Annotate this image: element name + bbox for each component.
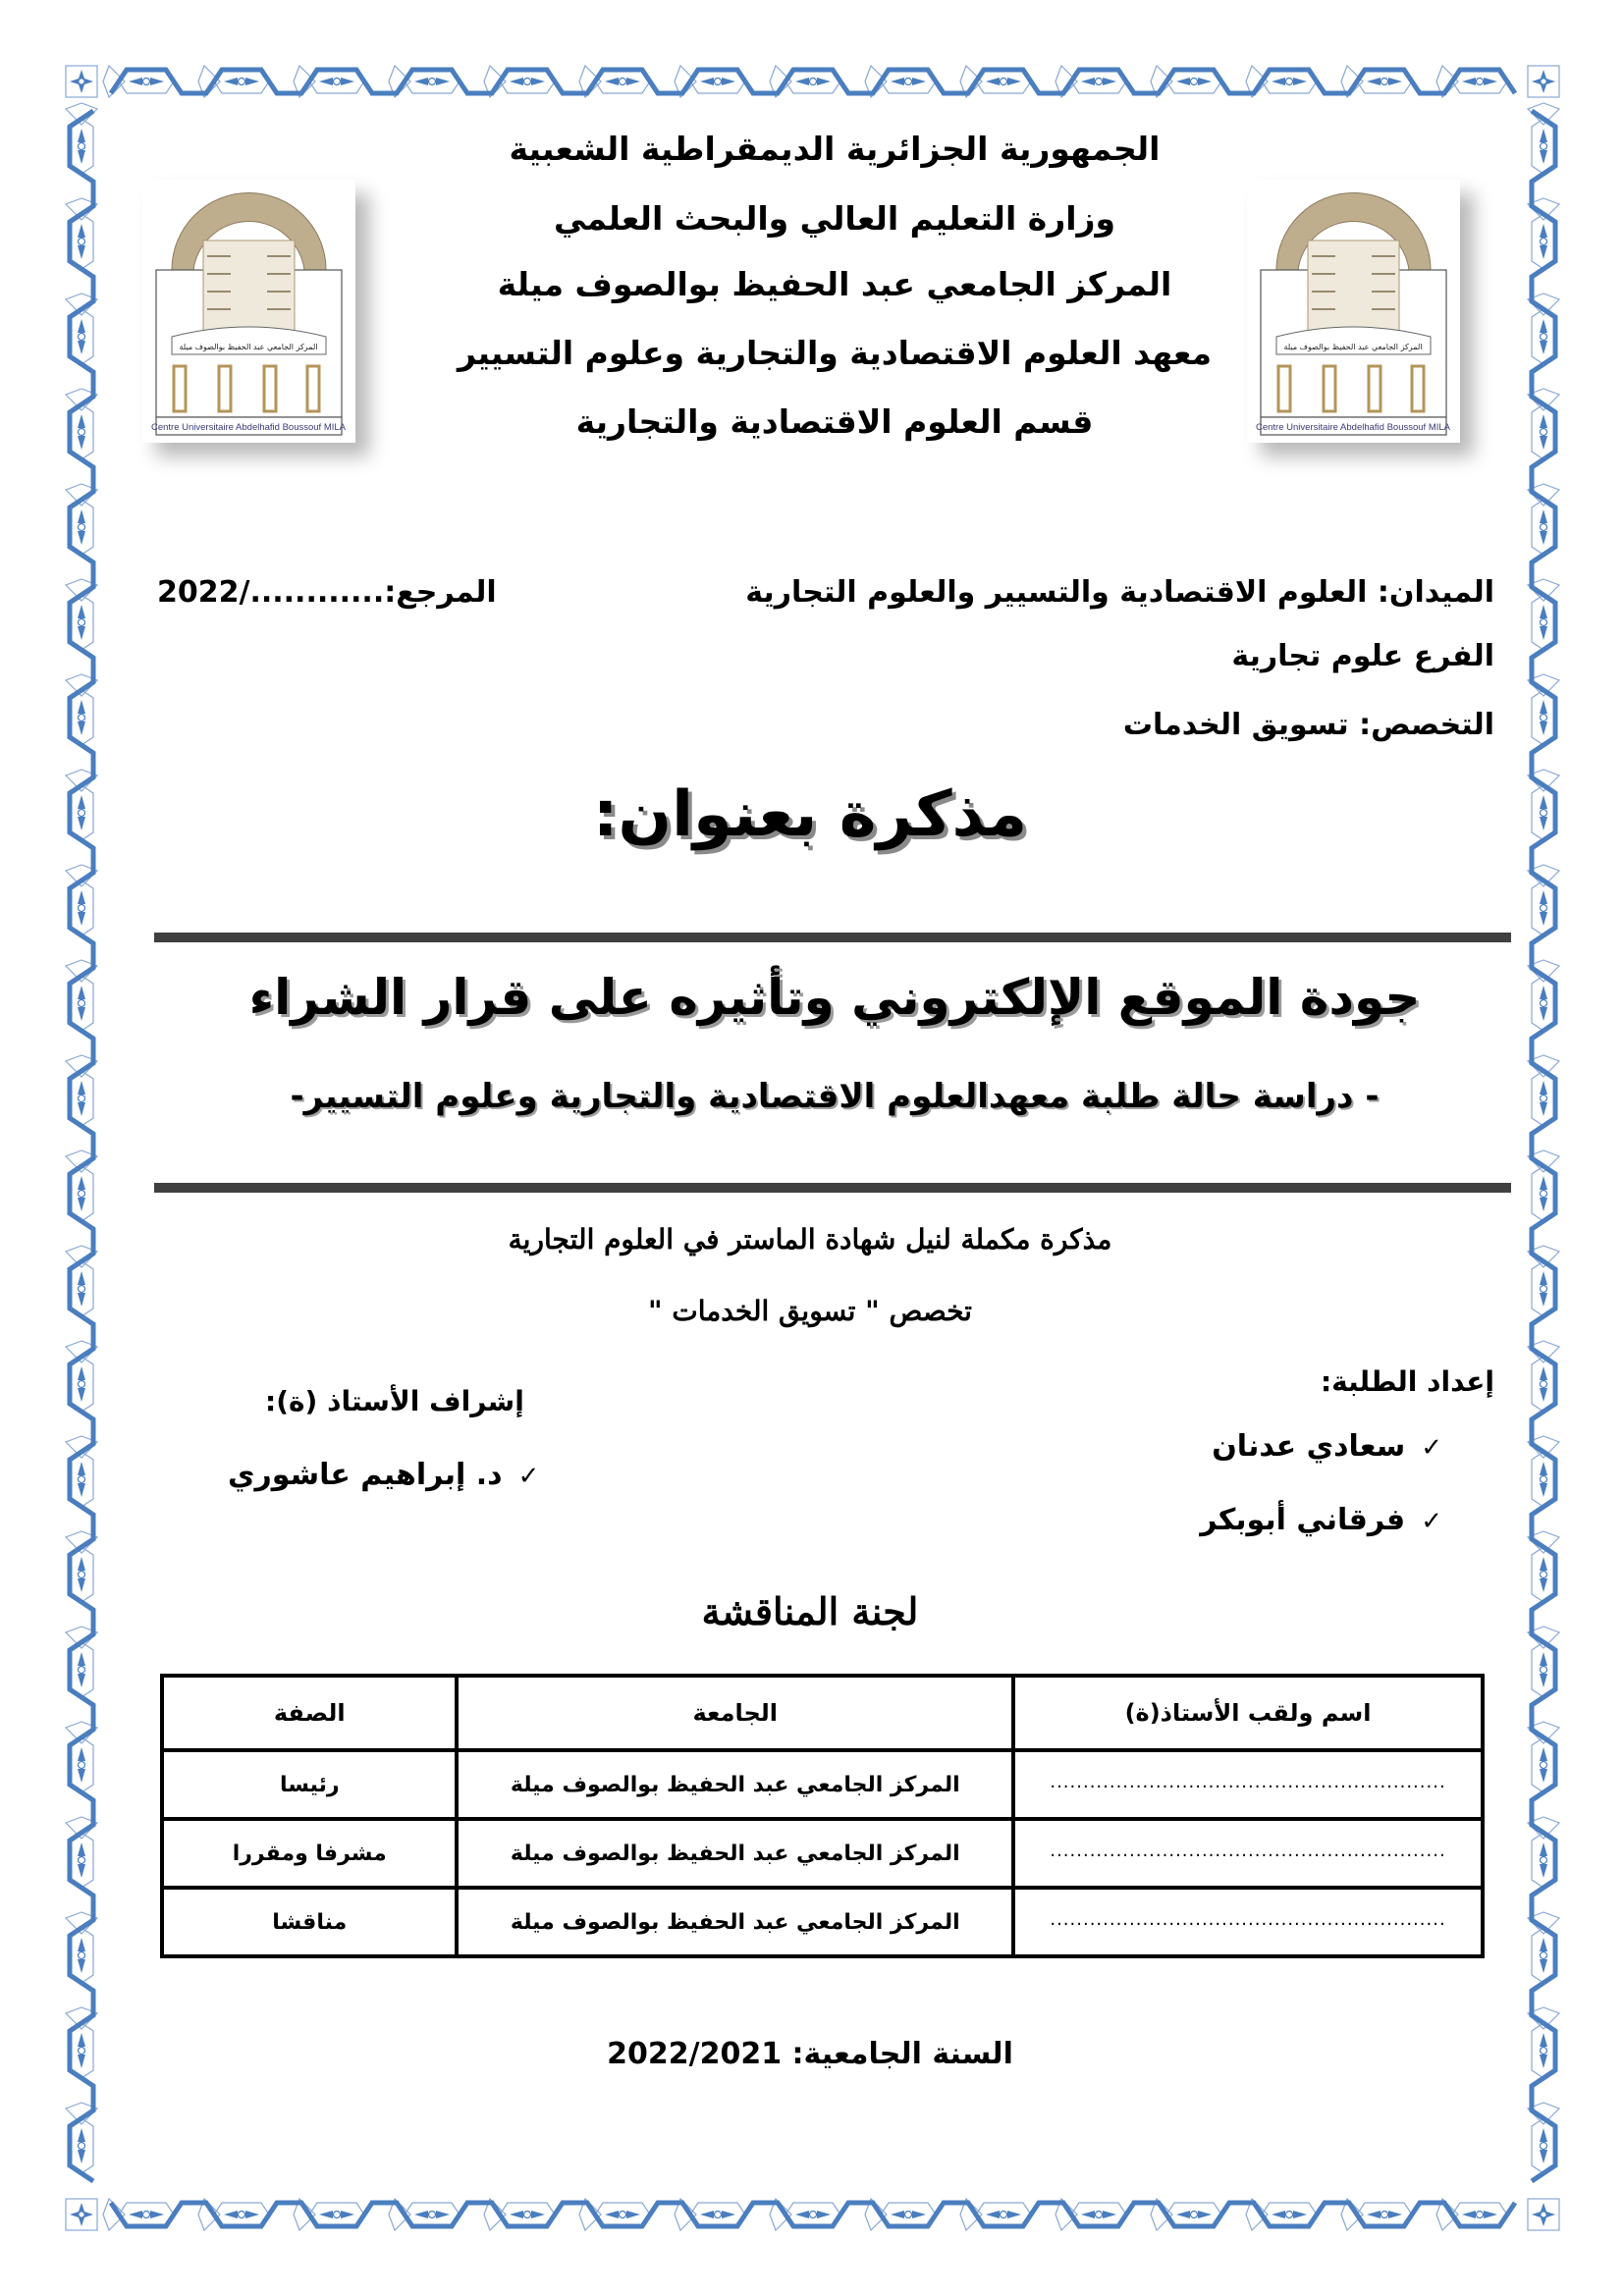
header-republic: الجمهورية الجزائرية الديمقراطية الشعبية (509, 130, 1161, 168)
jury-member-university: المركز الجامعي عبد الحفيظ بوالصوف ميلة (457, 1750, 1013, 1819)
logo-caption-text: Centre Universitaire Abdelhafid Boussouf MILA (1255, 422, 1451, 433)
student-name-text: سعادي عدنان (1212, 1429, 1406, 1464)
jury-member-name: ............................................................ (1013, 1750, 1483, 1819)
jury-row (162, 1750, 1483, 1819)
academic-year: السنة الجامعية: 2022/2021 (607, 2037, 1013, 2071)
degree-specialty-line: تخصص " تسويق الخدمات " (648, 1295, 972, 1327)
col-header-name: اسم ولقب الأستاذ(ة) (1013, 1676, 1483, 1750)
header-institute: معهد العلوم الاقتصادية والتجارية وعلوم التسيير (457, 334, 1213, 372)
student-name-1 (1212, 1428, 1442, 1467)
jury-member-role: رئيسا (162, 1750, 457, 1819)
university-logo-right (1247, 180, 1460, 443)
jury-member-role: مشرفا ومقررا (162, 1819, 457, 1888)
supervisor-label: إشراف الأستاذ (ة): (265, 1385, 524, 1417)
field-branch: الفرع علوم تجارية (1231, 639, 1494, 673)
field-specialty: التخصص: تسويق الخدمات (1122, 708, 1494, 742)
field-domain: الميدان: العلوم الاقتصادية والتسيير والعلوم التجارية (745, 575, 1494, 610)
col-header-university: الجامعة (457, 1676, 1013, 1750)
students-label: إعداد الطلبة: (1320, 1365, 1494, 1398)
thesis-subtitle: - دراسة حالة طلبة معهدالعلوم الاقتصادية والتجارية وعلوم التسيير- (290, 1077, 1380, 1116)
field-reference: المرجع:............/2022 (157, 575, 497, 610)
header-university: المركز الجامعي عبد الحفيظ بوالصوف ميلة (497, 265, 1172, 303)
jury-title: لجنة المناقشة (701, 1589, 919, 1633)
logo-caption-text: Centre Universitaire Abdelhafid Boussouf MILA (150, 422, 347, 433)
jury-member-university: المركز الجامعي عبد الحفيظ بوالصوف ميلة (457, 1888, 1013, 1956)
supervisor-name-text: د. إبراهيم عاشوري (228, 1458, 503, 1492)
jury-header-row (162, 1676, 1483, 1750)
check-icon: ✓ (1421, 1507, 1442, 1536)
jury-member-role: مناقشا (162, 1888, 457, 1956)
university-logo-left (142, 180, 355, 443)
jury-table (160, 1674, 1485, 1958)
check-icon: ✓ (517, 1462, 540, 1491)
student-name-2 (1200, 1502, 1442, 1540)
supervisor-name (228, 1457, 539, 1495)
jury-member-name: ............................................................ (1013, 1888, 1483, 1956)
col-header-role: الصفة (162, 1676, 457, 1750)
bottom-divider-rule (154, 1183, 1511, 1193)
jury-row (162, 1819, 1483, 1888)
jury-row (162, 1888, 1483, 1956)
header-ministry: وزارة التعليم العالي والبحث العلمي (553, 199, 1116, 238)
thesis-title: جودة الموقع الإلكتروني وتأثيره على قرار الشراء (248, 969, 1421, 1026)
logo-arabic-text: المركز الجامعي عبد الحفيظ بوالصوف ميلة (1283, 343, 1423, 351)
jury-member-university: المركز الجامعي عبد الحفيظ بوالصوف ميلة (457, 1819, 1013, 1888)
student-name-text: فرقاني أبوبكر (1200, 1503, 1406, 1537)
top-divider-rule (154, 933, 1511, 942)
header-department: قسم العلوم الاقتصادية والتجارية (575, 402, 1094, 441)
jury-member-name: ............................................................ (1013, 1819, 1483, 1888)
check-icon: ✓ (1421, 1433, 1442, 1463)
memo-label: مذكرة بعنوان: (592, 778, 1028, 851)
degree-line: مذكرة مكملة لنيل شهادة الماستر في العلوم التجارية (508, 1223, 1112, 1255)
logo-arabic-text: المركز الجامعي عبد الحفيظ بوالصوف ميلة (179, 343, 318, 351)
